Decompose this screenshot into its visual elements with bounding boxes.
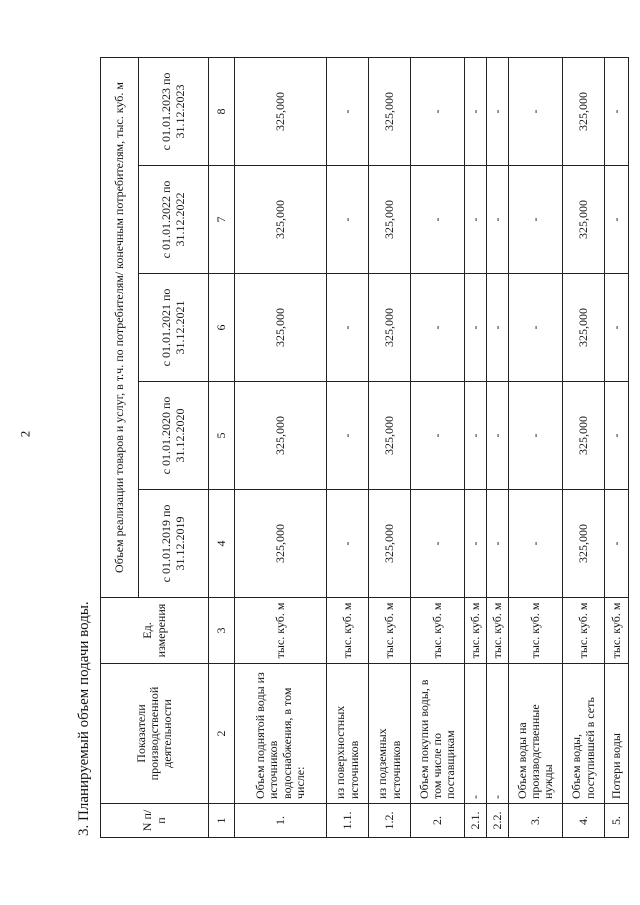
row-indicator: Объем поднятой воды из источников водоснабжения, в том числе: [235, 664, 327, 804]
row-value: 325,000 [235, 490, 327, 598]
table-row [605, 58, 629, 838]
page-number: 2 [17, 430, 33, 438]
row-value: 325,000 [563, 274, 605, 382]
row-value: - [509, 382, 563, 490]
row-number: 5. [605, 804, 629, 838]
row-value: - [327, 382, 369, 490]
water-supply-table [100, 57, 629, 838]
row-number: 2. [411, 804, 465, 838]
header-period-2019: с 01.01.2019 по 31.12.2019 [139, 490, 209, 598]
row-value: - [605, 382, 629, 490]
table-row [327, 58, 369, 838]
table-row [465, 58, 487, 838]
row-value: - [509, 274, 563, 382]
row-value: 325,000 [563, 58, 605, 166]
row-unit: тыс. куб. м [487, 598, 509, 664]
col-number: 4 [209, 490, 235, 598]
row-unit: тыс. куб. м [369, 598, 411, 664]
row-value: 325,000 [563, 166, 605, 274]
table-row [487, 58, 509, 838]
header-period-2020: с 01.01.2020 по 31.12.2020 [139, 382, 209, 490]
row-value: - [411, 58, 465, 166]
col-number: 8 [209, 58, 235, 166]
row-value: - [465, 382, 487, 490]
header-unit: Ед. измерения [101, 598, 209, 664]
table-row [411, 58, 465, 838]
row-indicator: - [487, 664, 509, 804]
row-value: - [465, 274, 487, 382]
row-value: 325,000 [369, 58, 411, 166]
row-indicator: Объем воды, поступившей в сеть [563, 664, 605, 804]
row-value: - [487, 58, 509, 166]
row-value: - [487, 274, 509, 382]
row-value: 325,000 [235, 58, 327, 166]
row-value: 325,000 [563, 382, 605, 490]
row-unit: тыс. куб. м [605, 598, 629, 664]
table-row [563, 58, 605, 838]
row-value: - [509, 58, 563, 166]
row-value: 325,000 [369, 166, 411, 274]
row-value: - [487, 166, 509, 274]
row-value: - [605, 274, 629, 382]
row-number: 2.2. [487, 804, 509, 838]
column-number-row [209, 58, 235, 838]
row-value: - [411, 490, 465, 598]
row-unit: тыс. куб. м [509, 598, 563, 664]
row-unit: тыс. куб. м [411, 598, 465, 664]
row-value: - [465, 490, 487, 598]
row-value: - [487, 382, 509, 490]
row-value: 325,000 [369, 490, 411, 598]
row-indicator: Объем воды на производственные нужды [509, 664, 563, 804]
row-number: 1. [235, 804, 327, 838]
row-unit: тыс. куб. м [465, 598, 487, 664]
row-value: - [411, 382, 465, 490]
row-value: - [327, 58, 369, 166]
row-value: 325,000 [235, 382, 327, 490]
header-num: N п/п [101, 804, 209, 838]
col-number: 7 [209, 166, 235, 274]
row-value: - [487, 490, 509, 598]
row-indicator: Объем покупки воды, в том числе по поставщикам [411, 664, 465, 804]
row-value: 325,000 [563, 490, 605, 598]
row-value: - [327, 490, 369, 598]
row-value: 325,000 [369, 382, 411, 490]
col-number: 1 [209, 804, 235, 838]
row-value: - [509, 490, 563, 598]
row-number: 2.1. [465, 804, 487, 838]
col-number: 3 [209, 598, 235, 664]
row-value: - [509, 166, 563, 274]
section-title: 3. Планируемый объем подачи воды. [76, 601, 92, 836]
header-period-2021: с 01.01.2021 по 31.12.2021 [139, 274, 209, 382]
row-value: 325,000 [235, 274, 327, 382]
row-unit: тыс. куб. м [235, 598, 327, 664]
row-number: 1.2. [369, 804, 411, 838]
col-number: 5 [209, 382, 235, 490]
row-value: 325,000 [235, 166, 327, 274]
row-number: 1.1. [327, 804, 369, 838]
col-number: 6 [209, 274, 235, 382]
col-number: 2 [209, 664, 235, 804]
row-value: 325,000 [369, 274, 411, 382]
row-indicator: Потери воды [605, 664, 629, 804]
row-indicator: - [465, 664, 487, 804]
header-period-2023: с 01.01.2023 по 31.12.2023 [139, 58, 209, 166]
header-group: Объем реализации товаров и услуг, в т.ч. по потребителям/ конечным потребителям, тыс. куб. м [101, 58, 139, 598]
header-indicator: Показатели производственной деятельности [101, 664, 209, 804]
row-value: - [327, 166, 369, 274]
header-period-2022: с 01.01.2022 по 31.12.2022 [139, 166, 209, 274]
row-value: - [465, 166, 487, 274]
row-value: - [605, 166, 629, 274]
row-indicator: из поверхностных источников [327, 664, 369, 804]
row-number: 3. [509, 804, 563, 838]
row-value: - [411, 166, 465, 274]
row-value: - [327, 274, 369, 382]
row-unit: тыс. куб. м [327, 598, 369, 664]
row-indicator: из подземных источников [369, 664, 411, 804]
table-row [509, 58, 563, 838]
row-value: - [465, 58, 487, 166]
row-value: - [605, 58, 629, 166]
row-unit: тыс. куб. м [563, 598, 605, 664]
rotated-page-content [72, 58, 632, 838]
row-value: - [411, 274, 465, 382]
table-row [369, 58, 411, 838]
row-value: - [605, 490, 629, 598]
table-row [235, 58, 327, 838]
row-number: 4. [563, 804, 605, 838]
